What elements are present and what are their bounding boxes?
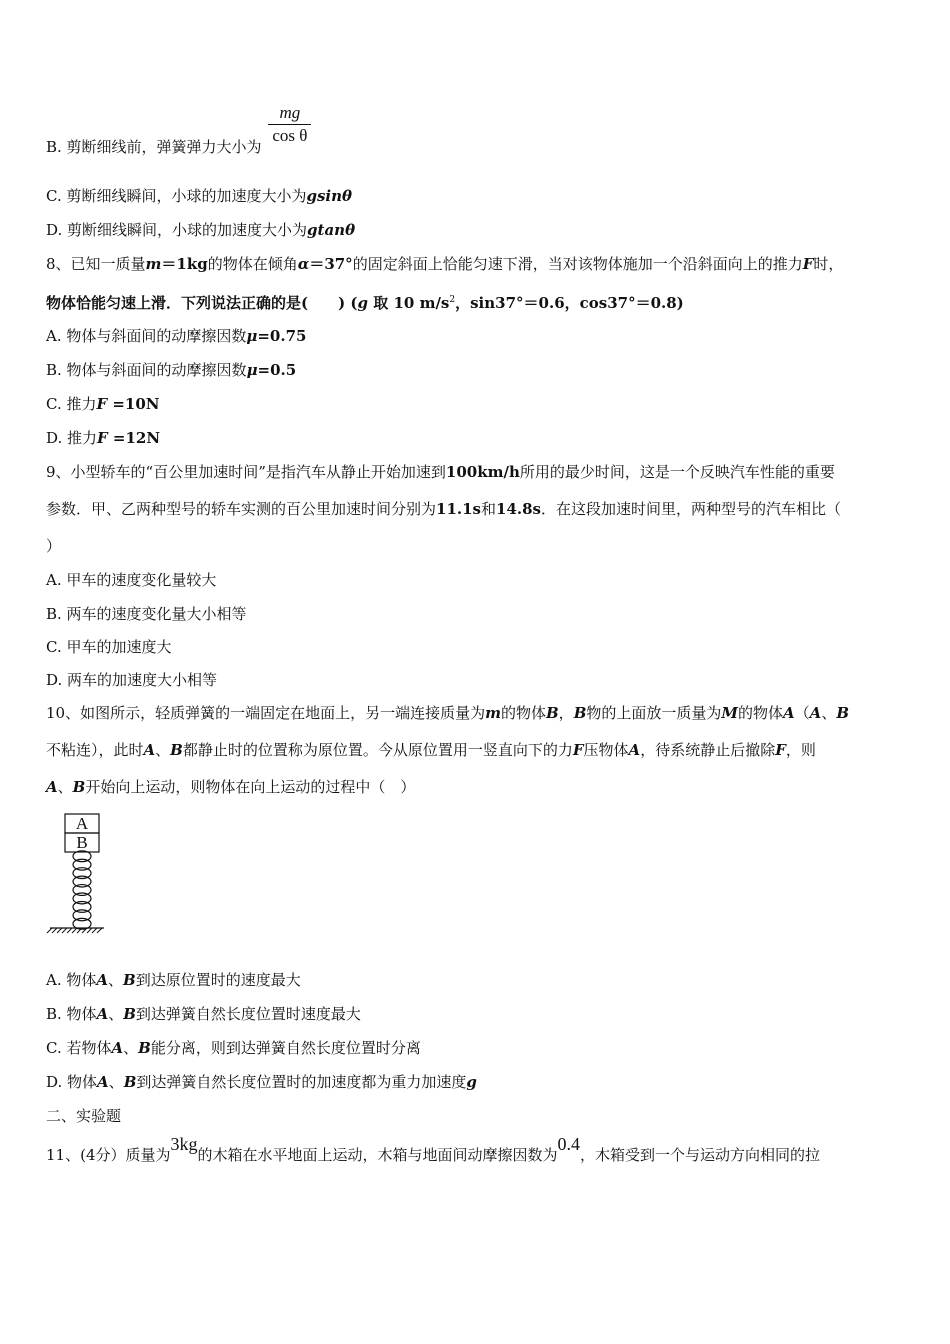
q8-var-alpha: α [297, 255, 310, 273]
spring-coil [73, 910, 91, 921]
hatch-line [92, 928, 97, 933]
hatch-line [62, 928, 67, 933]
q8-option-a-value: =0.75 [257, 327, 307, 345]
q7-option-d [46, 220, 355, 240]
q10-var: A [96, 971, 109, 989]
spring-coil [73, 885, 91, 896]
q10-text: 不粘连），此时 [46, 741, 144, 759]
q9-speed: 100km/h [445, 463, 520, 481]
section-heading: 二、实验题 [46, 1107, 122, 1125]
q9-stem-line1 [46, 462, 835, 482]
q7-option-d-text: D. 剪断细线瞬间，小球的加速度大小为 [46, 221, 308, 239]
q10-option-text: 到达弹簧自然长度位置时速度最大 [135, 1005, 361, 1023]
fraction-numerator: mg [268, 102, 311, 125]
q10-option-text: 、 [108, 971, 124, 989]
q10-text: 物的上面放一质量为 [586, 704, 722, 722]
q9-option-a: A. 甲车的速度变化量较大 [46, 571, 217, 589]
q8-angle-value: ＝37° [309, 255, 353, 273]
q9-text: 参数．甲、乙两种型号的轿车实测的百公里加速时间分别为 [46, 500, 437, 518]
spring-coil [73, 876, 91, 887]
hatch-line [87, 928, 92, 933]
q8-var-mu: μ [246, 361, 258, 379]
q10-option-text: 能分离，则到达弹簧自然长度位置时分离 [150, 1039, 421, 1057]
q8-text: 物体恰能匀速上滑．下列说法正确的是( ) ( [46, 294, 358, 312]
q9-stem-line3 [46, 536, 61, 556]
q10-option-text: D. 物体 [46, 1073, 98, 1091]
q10-text: 开始向上运动，则物体在向上运动的过程中（ ） [85, 778, 416, 796]
hatch-line [47, 928, 52, 933]
q9-time-b: 14.8s [496, 500, 541, 518]
q8-stem-line2 [46, 290, 684, 313]
q10-option-text: B. 物体 [46, 1005, 97, 1023]
block-a-label: A [75, 814, 89, 833]
q10-var: F [775, 741, 786, 759]
q8-option-b-text: B. 物体与斜面间的动摩擦因数 [46, 361, 247, 379]
q9-text: ） [46, 537, 62, 555]
fraction-denominator: cos θ [272, 126, 308, 145]
q8-option-d [46, 428, 160, 448]
q8-option-b-value: =0.5 [257, 361, 297, 379]
q10-var: F [572, 741, 584, 759]
q11-text: 11、(4分）质量为 [46, 1146, 171, 1164]
q8-var-F: F [96, 395, 108, 413]
block-b-label: B [76, 833, 88, 852]
q9-text: 9、小型轿车的“百公里加速时间”是指汽车从静止开始加速到 [46, 463, 446, 481]
q8-mass-value: ＝1kg [161, 255, 208, 273]
spring-coil [73, 859, 91, 870]
q8-option-d-value: =12N [107, 429, 161, 447]
fraction [268, 102, 311, 147]
q8-option-c-value: =10N [107, 395, 160, 413]
q8-text: 的固定斜面上恰能匀速下滑，当对该物体施加一个沿斜面向上的推力 [352, 255, 803, 273]
q9-text: 所用的最少时间，这是一个反映汽车性能的重要 [519, 463, 835, 481]
q11-mass: 3kg [170, 1134, 198, 1154]
q9-option-d: D. 两车的加速度大小相等 [46, 671, 218, 689]
q9-option-c: C. 甲车的加速度大 [46, 638, 172, 656]
q10-text: 、 [821, 704, 837, 722]
q10-var: M [721, 704, 738, 722]
q8-text: 时， [813, 255, 844, 273]
q9-time-a: 11.1s [436, 500, 481, 518]
q8-option-a-text: A. 物体与斜面间的动摩擦因数 [46, 327, 247, 345]
q8-var-mu: μ [246, 327, 258, 345]
q11-text: 的木箱在水平地面上运动，木箱与地面间动摩擦因数为 [197, 1146, 558, 1164]
q8-var-F: F [97, 429, 108, 447]
q10-var: A [783, 704, 795, 722]
q9-option-b: B. 两车的速度变化量大小相等 [46, 605, 247, 623]
spring-coil [73, 901, 91, 912]
q10-var: B [836, 704, 850, 722]
hatch-line [57, 928, 62, 933]
q10-text: 都静止时的位置称为原位置。今从原位置用一竖直向下的力 [182, 741, 573, 759]
q10-var: g [466, 1073, 477, 1091]
q10-var: B [138, 1039, 151, 1057]
q10-var: A [46, 778, 58, 796]
q10-var: B [72, 778, 86, 796]
q10-var: A [96, 1005, 109, 1023]
q10-stem-line1 [46, 703, 849, 723]
q9-text: 和 [481, 500, 497, 518]
q7-option-c [46, 186, 352, 206]
q8-text: 8、已知一质量 [46, 255, 146, 273]
q11-mu: 0.4 [557, 1134, 580, 1154]
q10-text: ，则 [785, 741, 816, 759]
q11-stem-line1 [46, 1134, 821, 1165]
q8-option-a [46, 326, 306, 346]
q7-option-b [46, 103, 311, 156]
q8-text: 的物体在倾角 [207, 255, 298, 273]
q10-text: 的物体 [500, 704, 546, 722]
q9-stem-line2 [46, 499, 841, 519]
q10-var: B [170, 741, 183, 759]
q10-var: A [628, 741, 641, 759]
q8-option-d-text: D. 推力 [46, 429, 98, 447]
q8-stem-line1 [46, 254, 843, 274]
q8-var-m: m [145, 255, 162, 273]
q10-text: 压物体 [583, 741, 629, 759]
q8-var-F: F [802, 255, 814, 273]
q10-option-a [46, 970, 301, 990]
q10-text: 、 [57, 778, 73, 796]
q8-option-c [46, 394, 160, 414]
q10-var: B [123, 971, 136, 989]
ground-hatch [47, 928, 102, 933]
q10-option-text: 到达弹簧自然长度位置时的加速度都为重力加速度 [136, 1073, 467, 1091]
q10-option-text: A. 物体 [46, 971, 97, 989]
spring [73, 851, 91, 929]
spring-coil [73, 868, 91, 879]
q10-var: B [123, 1005, 136, 1023]
q10-var: A [97, 1073, 109, 1091]
q10-text: ，待系统静止后撤除 [640, 741, 776, 759]
q7-option-b-text: B. 剪断细线前，弹簧弹力大小为 [46, 137, 262, 156]
q8-text: 取 10 m/s [368, 294, 450, 312]
q10-option-text: 到达原位置时的速度最大 [135, 971, 301, 989]
hatch-line [52, 928, 57, 933]
q10-option-text: 、 [108, 1005, 124, 1023]
q10-var: A [809, 704, 822, 722]
q10-option-d [46, 1072, 477, 1092]
q10-option-text: 、 [123, 1039, 139, 1057]
q10-var: A [111, 1039, 124, 1057]
q7-option-d-math: gtanθ [307, 221, 356, 239]
q10-text: 、 [155, 741, 171, 759]
spring-coil [73, 893, 91, 904]
q10-var: B [573, 704, 587, 722]
hatch-line [72, 928, 77, 933]
q10-var: B [123, 1073, 137, 1091]
q8-text: ，sin37°＝0.6，cos37°＝0.8) [455, 294, 684, 312]
q10-text: 的物体 [738, 704, 784, 722]
q11-text: ，木箱受到一个与运动方向相同的拉 [580, 1146, 821, 1164]
q9-text: ．在这段加速时间里，两种型号的汽车相比（ [541, 500, 842, 518]
q10-var: A [143, 741, 156, 759]
q10-stem-line2 [46, 740, 816, 760]
q10-text: 10、如图所示，轻质弹簧的一端固定在地面上，另一端连接质量为 [46, 704, 486, 722]
q10-option-c [46, 1038, 421, 1058]
q7-option-c-math: gsinθ [306, 187, 353, 205]
q7-option-c-text: C. 剪断细线瞬间，小球的加速度大小为 [46, 187, 307, 205]
q10-text: （ [794, 704, 810, 722]
q10-text: ， [558, 704, 574, 722]
q10-option-text: C. 若物体 [46, 1039, 112, 1057]
q8-option-c-text: C. 推力 [46, 395, 97, 413]
q10-var: m [485, 704, 501, 722]
q8-superscript: 2 [449, 295, 456, 305]
spring-blocks-figure [46, 812, 116, 936]
q8-option-b [46, 360, 296, 380]
hatch-line [67, 928, 72, 933]
q10-option-text: 、 [108, 1073, 124, 1091]
q8-var-g: g [357, 294, 369, 312]
q10-option-b [46, 1004, 361, 1024]
q10-stem-line3 [46, 777, 415, 797]
hatch-line [97, 928, 102, 933]
q10-var: B [545, 704, 559, 722]
